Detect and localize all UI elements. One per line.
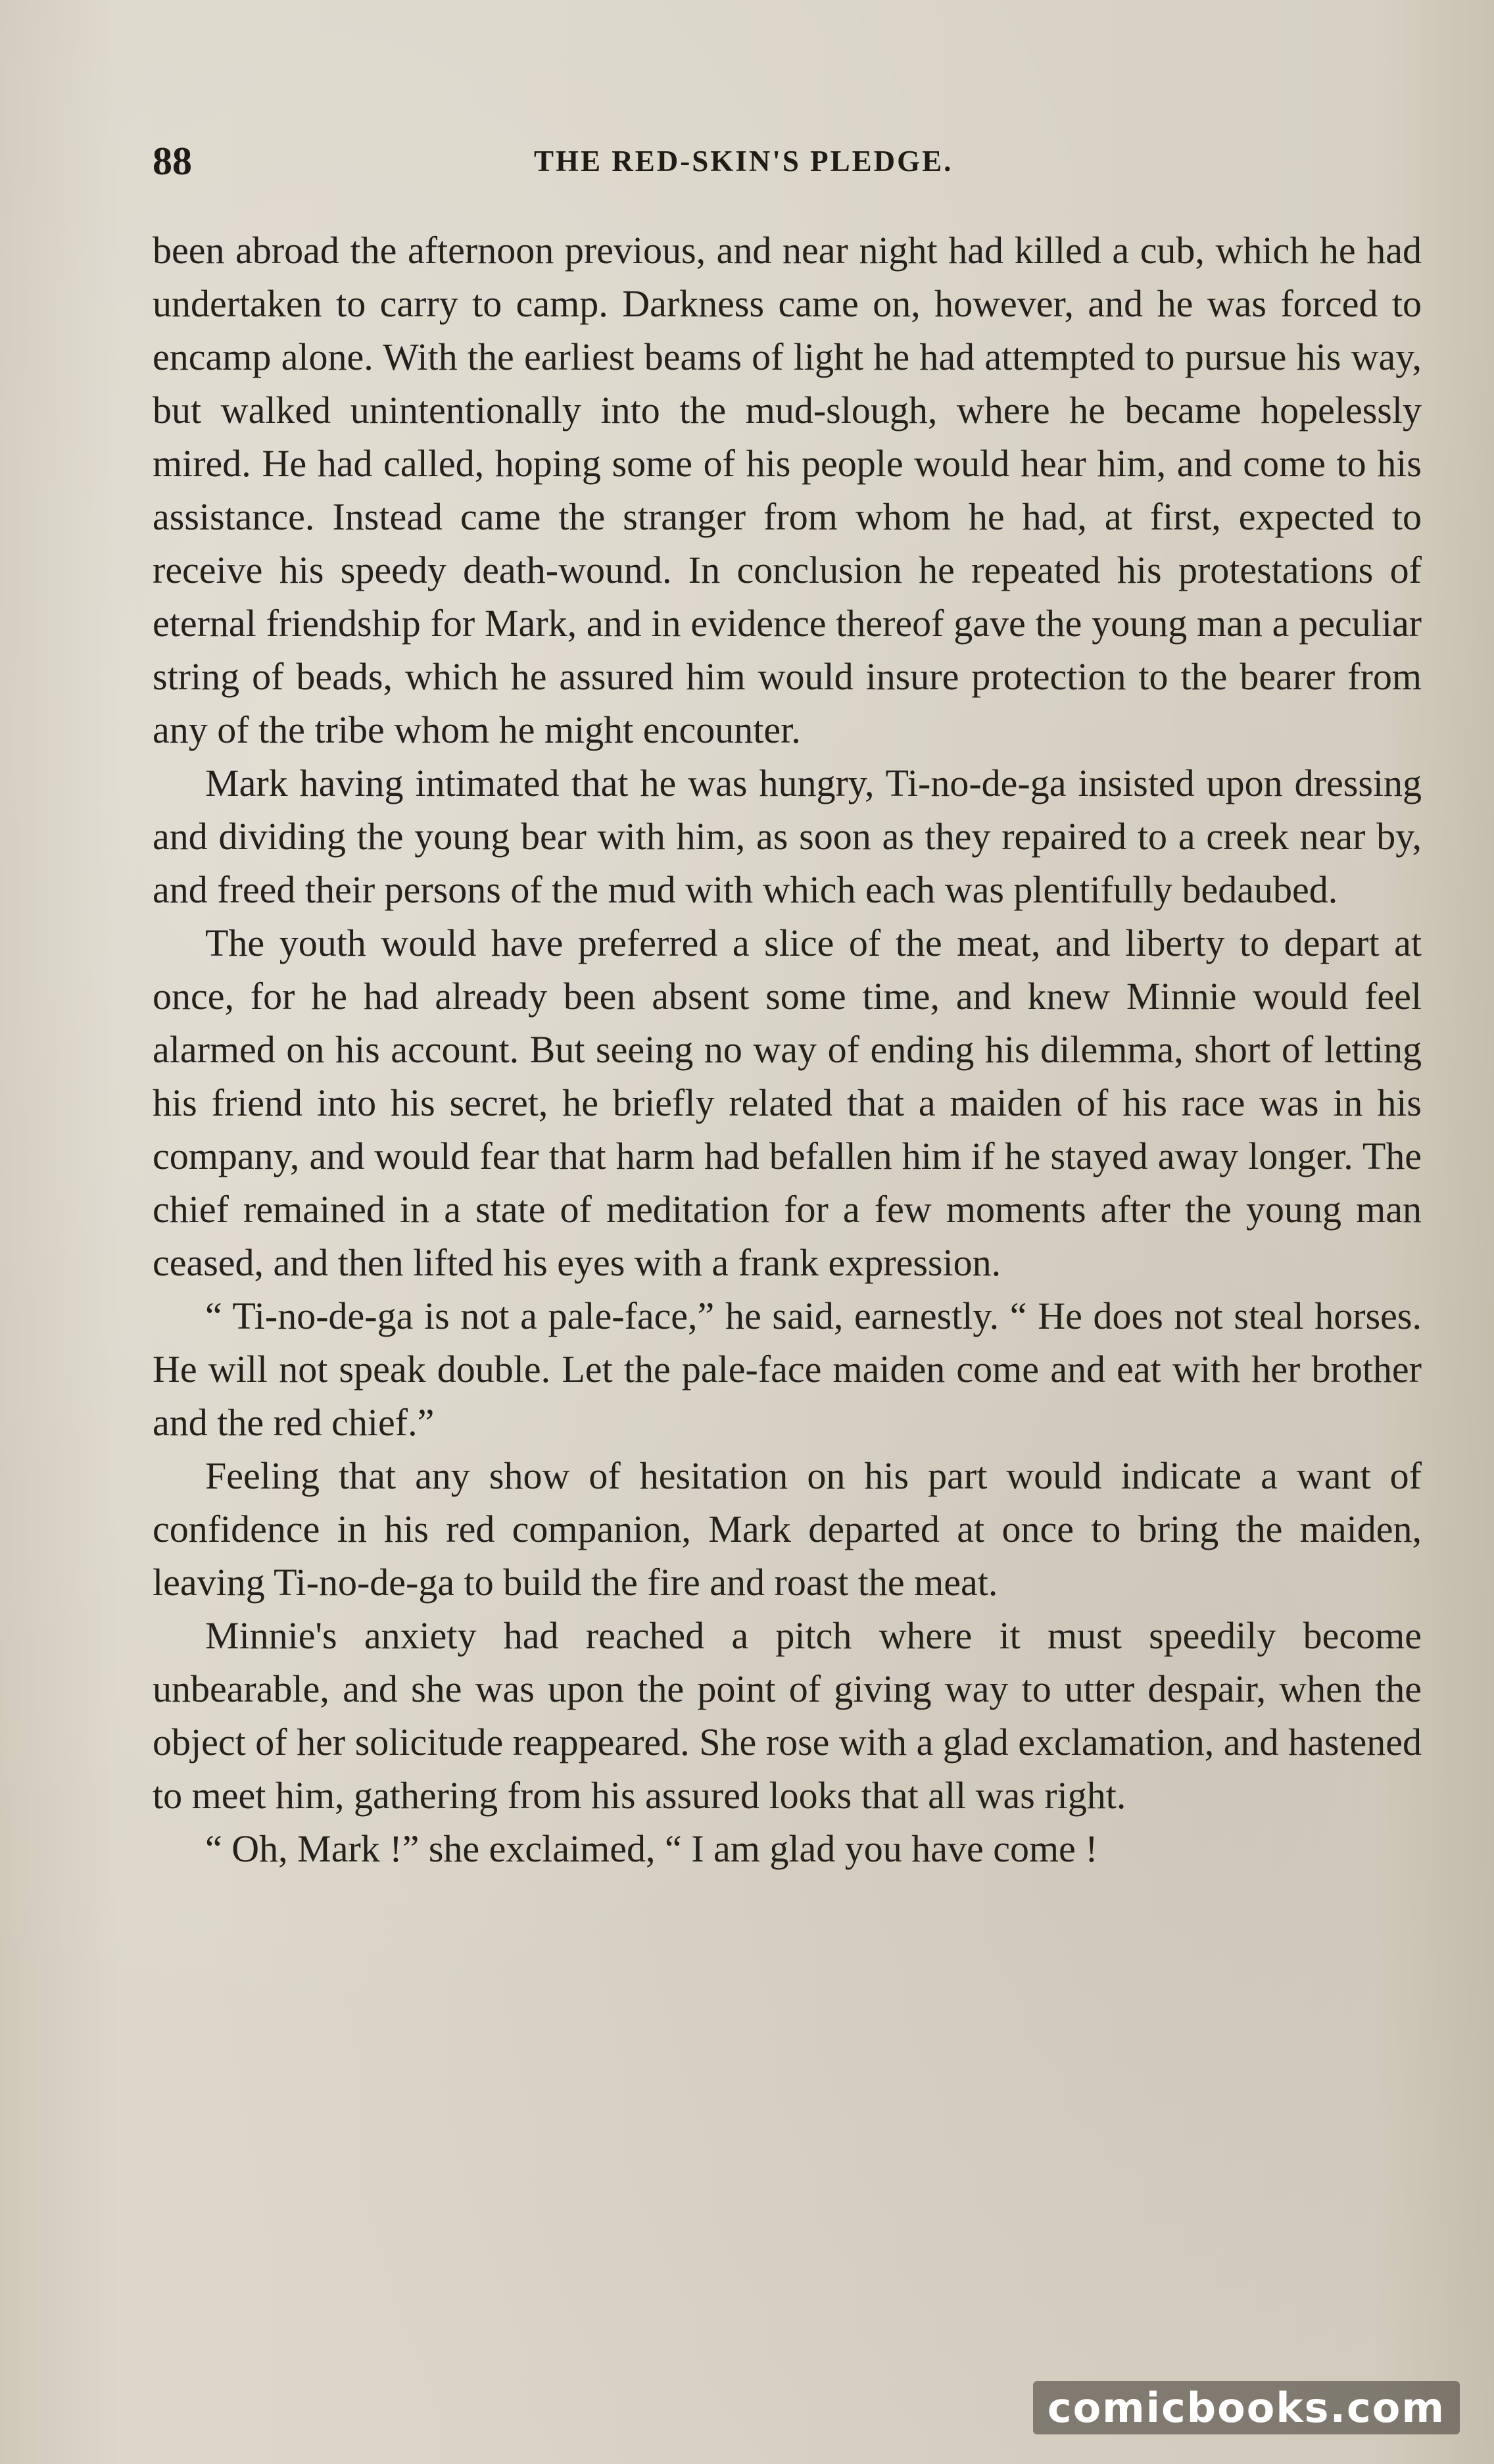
paragraph: Mark having intimated that he was hungry, Ti-no-de-ga insisted upon dressing and dividing the young bear with him, as soon as they repaired to a creek near by, and freed their persons of the mud with which each was plentifully bedaubed. xyxy=(153,762,1422,911)
page-header xyxy=(153,135,1422,187)
running-head: THE RED-SKIN'S PLEDGE. xyxy=(534,145,953,178)
paragraph: Feeling that any show of hesitation on his part would indicate a want of confidence in his red companion, Mark departed at once to bring the maiden, leaving Ti-no-de-ga to build the fire and roast the meat. xyxy=(153,1454,1422,1604)
paragraph-continuation: been abroad the afternoon previous, and near night had killed a cub, which he had undertaken to carry to camp. Darkness came on, however, and he was forced to encamp alone. With the earliest beams of light he had attempted to pursue his way, but walked unintentionally into the mud-slough, where he became hopelessly mired. He had called, hoping some of his people would hear him, and come to his assistance. Instead came the stranger from whom he had, at first, expected to receive his speedy death-wound. In conclusion he repeated his protestations of eternal friendship for Mark, and in evidence thereof gave the young man a peculiar string of beads, which he assured him would insure protection to the bearer from any of the tribe whom he might encounter. xyxy=(153,229,1422,751)
body-text xyxy=(153,224,1422,1875)
paragraph-dialogue: “ Oh, Mark !” she exclaimed, “ I am glad you have come ! xyxy=(205,1827,1098,1870)
paragraph: The youth would have preferred a slice of the meat, and liberty to depart at once, for he had already been absent some time, and knew Minnie would feel alarmed on his account. But seeing no way of ending his dilemma, short of letting his friend into his secret, he briefly related that a maiden of his race was in his company, and would fear that harm had befallen him if he stayed away longer. The chief remained in a state of meditation for a few moments after the young man ceased, and then lifted his eyes with a frank expression. xyxy=(153,922,1422,1284)
site-watermark: comicbooks.com xyxy=(1033,2381,1460,2434)
page-number: 88 xyxy=(153,139,192,183)
paragraph: Minnie's anxiety had reached a pitch where it must speedily become unbearable, and she was upon the point of giving way to utter despair, when the object of her solicitude reappeared. She rose with a glad exclamation, and hastened to meet him, gathering from his assured looks that all was right. xyxy=(153,1614,1422,1817)
paragraph-dialogue: “ Ti-no-de-ga is not a pale-face,” he said, earnestly. “ He does not steal horses. He will not speak double. Let the pale-face maiden come and eat with her brother and the red chief.” xyxy=(153,1294,1422,1444)
